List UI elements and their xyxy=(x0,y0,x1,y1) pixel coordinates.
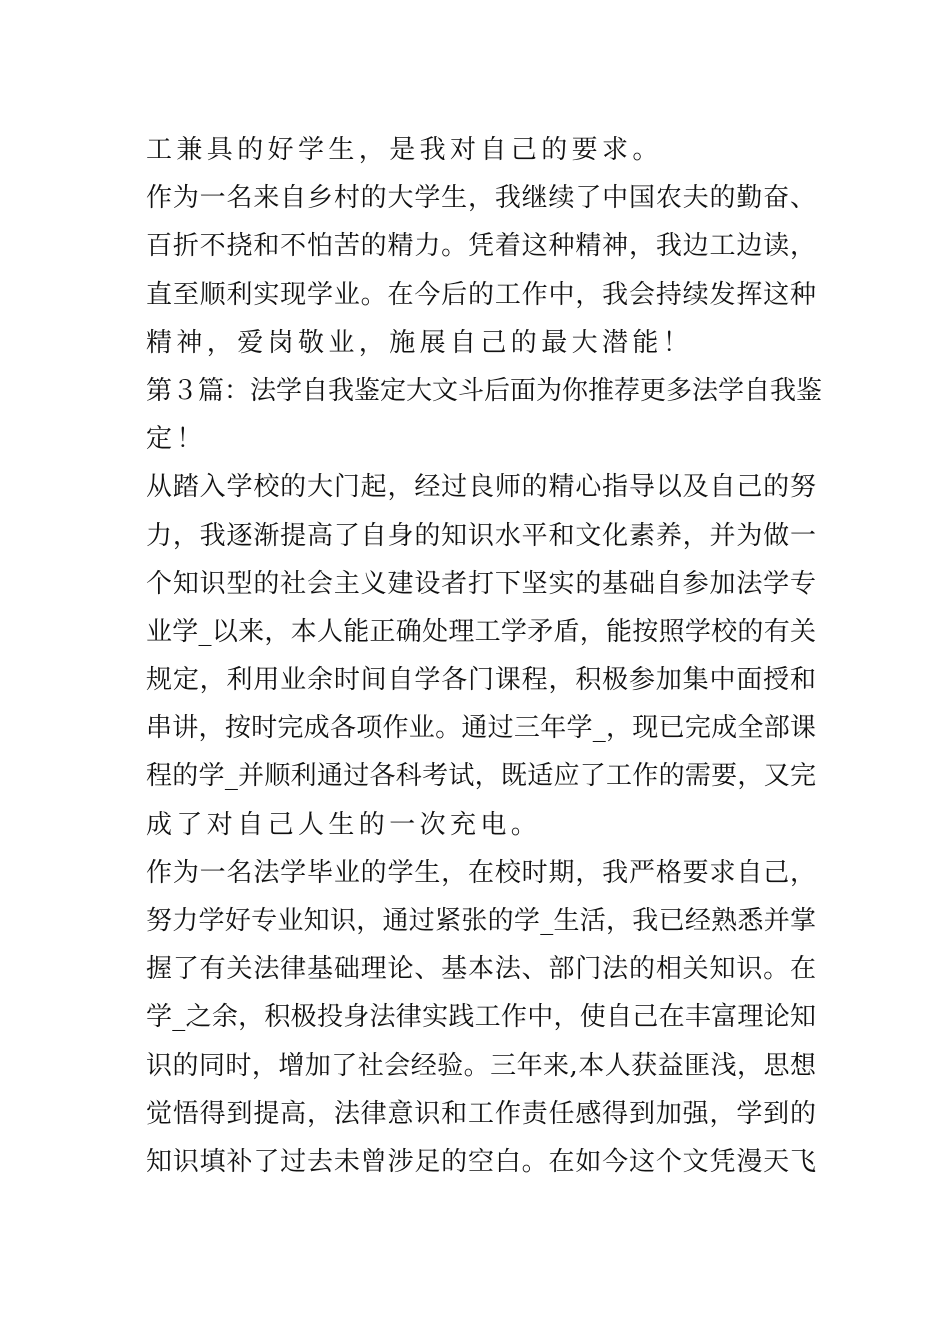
text-line: 识的同时，增加了社会经验。三年来,本人获益匪浅，思想 xyxy=(146,1050,816,1081)
text-line: 第３篇：法学自我鉴定大文斗后面为你推荐更多法学自我鉴 xyxy=(146,375,823,406)
text-line: 知识填补了过去未曾涉足的空白。在如今这个文凭漫天飞 xyxy=(146,1146,816,1177)
text-line: 直至顺利实现学业。在今后的工作中，我会持续发挥这种 xyxy=(146,279,816,310)
text-line: 从踏入学校的大门起，经过良师的精心指导以及自己的努 xyxy=(146,472,816,503)
text-line: 作为一名法学毕业的学生，在校时期，我严格要求自己， xyxy=(146,857,816,888)
text-line: 程的学_并顺利通过各科考试，既适应了工作的需要，又完 xyxy=(146,761,816,792)
text-line: 百折不挠和不怕苦的精力。凭着这种精神，我边工边读， xyxy=(146,231,816,262)
text-line: 精神，爱岗敬业，施展自己的最大潜能！ xyxy=(146,327,694,358)
text-line: 学_之余，积极投身法律实践工作中，使自己在丰富理论知 xyxy=(146,1002,816,1033)
text-line: 作为一名来自乡村的大学生，我继续了中国农夫的勤奋、 xyxy=(146,183,816,214)
text-line: 定！ xyxy=(146,424,207,455)
text-line: 握了有关法律基础理论、基本法、部门法的相关知识。在 xyxy=(146,954,816,985)
text-line: 规定，利用业余时间自学各门课程，积极参加集中面授和 xyxy=(146,665,816,696)
text-line: 业学_以来，本人能正确处理工学矛盾，能按照学校的有关 xyxy=(146,616,816,647)
text-line: 觉悟得到提高，法律意识和工作责任感得到加强，学到的 xyxy=(146,1098,816,1129)
text-line: 串讲，按时完成各项作业。通过三年学_，现已完成全部课 xyxy=(146,713,816,744)
text-line: 力，我逐渐提高了自身的知识水平和文化素养，并为做一 xyxy=(146,520,816,551)
text-line: 努力学好专业知识，通过紧张的学_生活，我已经熟悉并掌 xyxy=(146,906,816,936)
text-line: 工兼具的好学生，是我对自己的要求。 xyxy=(146,135,663,165)
text-line: 个知识型的社会主义建设者打下坚实的基础自参加法学专 xyxy=(146,568,816,599)
body-text xyxy=(146,126,823,1186)
text-line: 成了对自己人生的一次充电。 xyxy=(146,809,542,840)
